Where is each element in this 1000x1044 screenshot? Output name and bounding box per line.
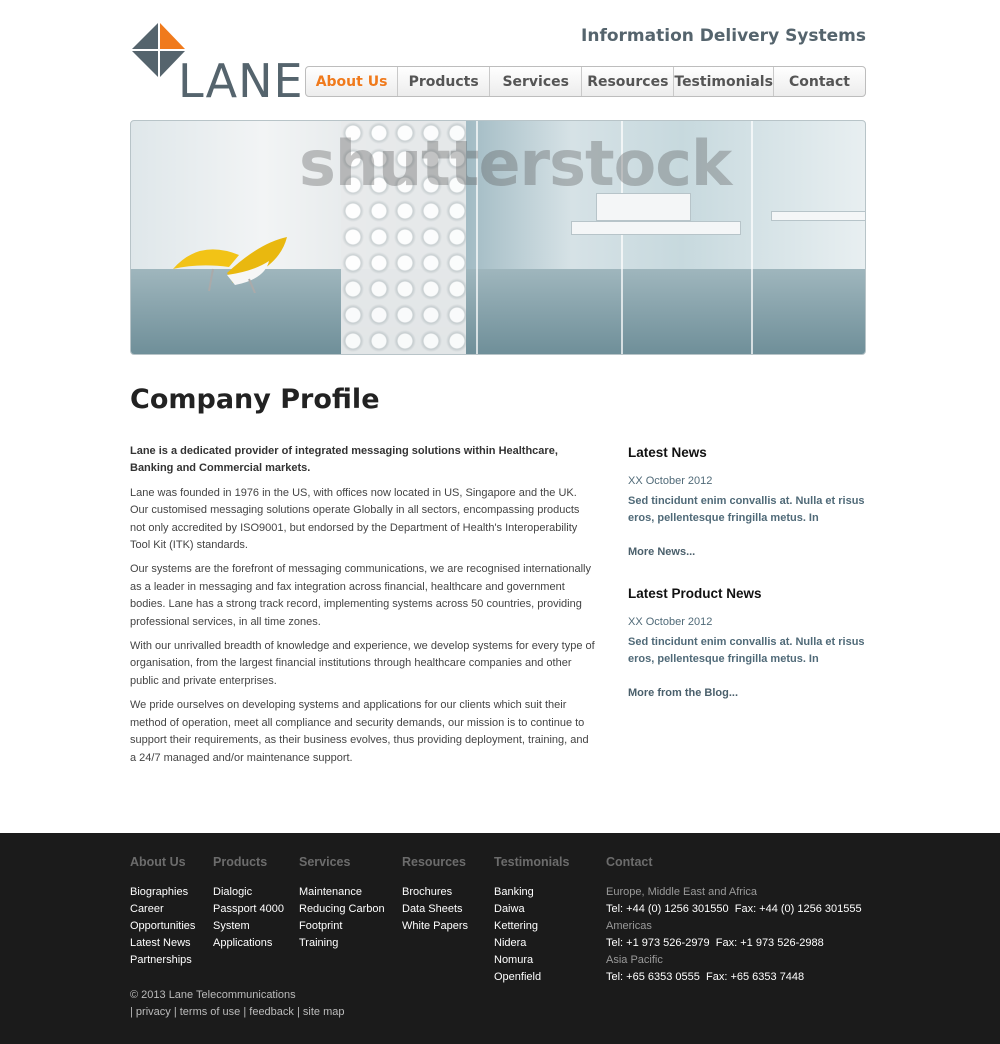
hero-office-image — [130, 120, 866, 355]
hero-watermark: shutterstock — [299, 127, 732, 200]
more-news-link[interactable]: More News... — [628, 545, 696, 558]
footer-link[interactable]: Reducing Carbon Footprint — [299, 903, 385, 932]
footer-link[interactable]: Maintenance — [299, 886, 362, 898]
separator: | — [130, 1006, 136, 1018]
hero-desk — [571, 221, 741, 235]
latest-product-news-heading: Latest Product News — [628, 586, 762, 602]
footer-link[interactable]: Career Opportunities — [130, 903, 196, 932]
footer-link[interactable]: Openfield — [494, 971, 542, 983]
footer-heading-services[interactable]: Services — [299, 855, 351, 869]
footer-link[interactable]: Brochures — [402, 886, 453, 898]
footer-col-services — [299, 854, 395, 952]
footer-link[interactable]: Data Sheets — [402, 903, 463, 915]
site-map-link[interactable]: site map — [302, 1006, 345, 1018]
news-sidebar — [628, 444, 866, 726]
product-news-date: XX October 2012 — [628, 616, 713, 629]
main-nav — [305, 66, 866, 97]
contact-phone: Tel: +65 6353 0555 Fax: +65 6353 7448 — [606, 971, 805, 983]
news-blurb: Sed tincidunt enim convallis at. Nulla et risus eros, pellentesque fringilla metus. In — [628, 494, 865, 525]
footer-link[interactable]: Latest News — [130, 937, 191, 949]
footer-link[interactable]: Nidera — [494, 937, 527, 949]
news-date: XX October 2012 — [628, 475, 713, 488]
body-paragraph: With our unrivalled breadth of knowledge and experience, we develop systems for every type of organisation, from the largest financial institutions through healthcare companies and other public and private enterprises. — [130, 640, 595, 687]
separator: | — [243, 1006, 250, 1018]
footer-col-about — [130, 854, 210, 969]
footer-col-contact — [606, 854, 886, 986]
hero-desk — [771, 211, 866, 221]
feedback-link[interactable]: feedback — [249, 1006, 294, 1018]
product-news-blurb: Sed tincidunt enim convallis at. Nulla et risus eros, pellentesque fringilla metus. In — [628, 635, 865, 666]
footer-link[interactable]: Kettering — [494, 920, 539, 932]
footer-heading-testimonials[interactable]: Testimonials — [494, 855, 570, 869]
nav-resources[interactable]: Resources — [582, 67, 674, 96]
site-footer — [0, 833, 1000, 1044]
nav-services[interactable]: Services — [490, 67, 582, 96]
footer-link[interactable]: Dialogic — [213, 886, 253, 898]
footer-link[interactable]: Training — [299, 937, 339, 949]
lead-paragraph: Lane is a dedicated provider of integrated messaging solutions within Healthcare, Banking and Commercial markets. — [130, 445, 558, 475]
page-title: Company Profile — [130, 384, 380, 415]
hero-glass-divider — [751, 121, 753, 354]
footer-link[interactable]: Daiwa — [494, 903, 525, 915]
nav-about-us[interactable]: About Us — [306, 67, 398, 96]
nav-contact[interactable]: Contact — [788, 73, 850, 90]
terms-link[interactable]: terms of use — [179, 1006, 241, 1018]
footer-link[interactable]: Biographies — [130, 886, 189, 898]
latest-news-heading: Latest News — [628, 445, 707, 460]
privacy-link[interactable]: privacy — [135, 1006, 171, 1018]
footer-heading-products[interactable]: Products — [213, 855, 268, 869]
footer-link[interactable]: White Papers — [402, 920, 469, 932]
footer-link[interactable]: System Applications — [213, 920, 273, 949]
footer-link[interactable]: Partnerships — [130, 954, 192, 966]
footer-heading-contact[interactable]: Contact — [606, 855, 653, 869]
footer-link[interactable]: Banking — [494, 886, 534, 898]
footer-col-products — [213, 854, 295, 952]
lane-logo[interactable] — [130, 22, 304, 108]
footer-link[interactable]: Nomura — [494, 954, 534, 966]
footer-col-testimonials — [494, 854, 598, 986]
contact-phone: Tel: +44 (0) 1256 301550 Fax: +44 (0) 1256 301555 — [606, 903, 862, 915]
legal-links — [130, 1004, 344, 1021]
contact-region: Americas — [606, 920, 652, 932]
separator: | — [296, 1006, 303, 1018]
contact-region: Europe, Middle East and Africa — [606, 886, 758, 898]
nav-testimonials[interactable]: Testimonials — [674, 67, 774, 96]
footer-heading-about[interactable]: About Us — [130, 855, 186, 869]
copyright: © 2013 Lane Telecommunications — [130, 989, 296, 1001]
footer-link[interactable]: Passport 4000 — [213, 903, 284, 915]
separator: | — [173, 1006, 180, 1018]
tagline: Information Delivery Systems — [581, 26, 866, 46]
contact-region: Asia Pacific — [606, 954, 663, 966]
body-paragraph: Our systems are the forefront of messaging communications, we are recognised internationally as a leader in messaging and fax integration across financial, healthcare and government bodies. Lane has a strong track record, implementing systems across 50 countries, providing professional services, in all time zones. — [130, 563, 591, 628]
body-paragraph: We pride ourselves on developing systems and applications for our clients which suit their method of operation, meet all compliance and security demands, our mission is to continue to support their requirements, as their business evolves, thus providing deployment, training, and a 24/7 managed and/or maintenance support. — [130, 699, 589, 764]
company-profile-text — [130, 443, 596, 774]
contact-phone: Tel: +1 973 526-2979 Fax: +1 973 526-2988 — [606, 937, 824, 949]
nav-products[interactable]: Products — [398, 67, 490, 96]
footer-col-resources — [402, 854, 488, 935]
body-paragraph: Lane was founded in 1976 in the US, with offices now located in US, Singapore and the UK. Our customised messaging solutions operate Globally in all sectors, encompassing products not only accredited by ISO9001, but endorsed by the Department of Health's Interoperability Tool Kit (ITK) standards. — [130, 486, 580, 552]
footer-heading-resources[interactable]: Resources — [402, 855, 466, 869]
logo-text: LANE — [178, 54, 304, 108]
yellow-chair-icon — [169, 233, 289, 293]
more-from-blog-link[interactable]: More from the Blog... — [628, 686, 738, 699]
